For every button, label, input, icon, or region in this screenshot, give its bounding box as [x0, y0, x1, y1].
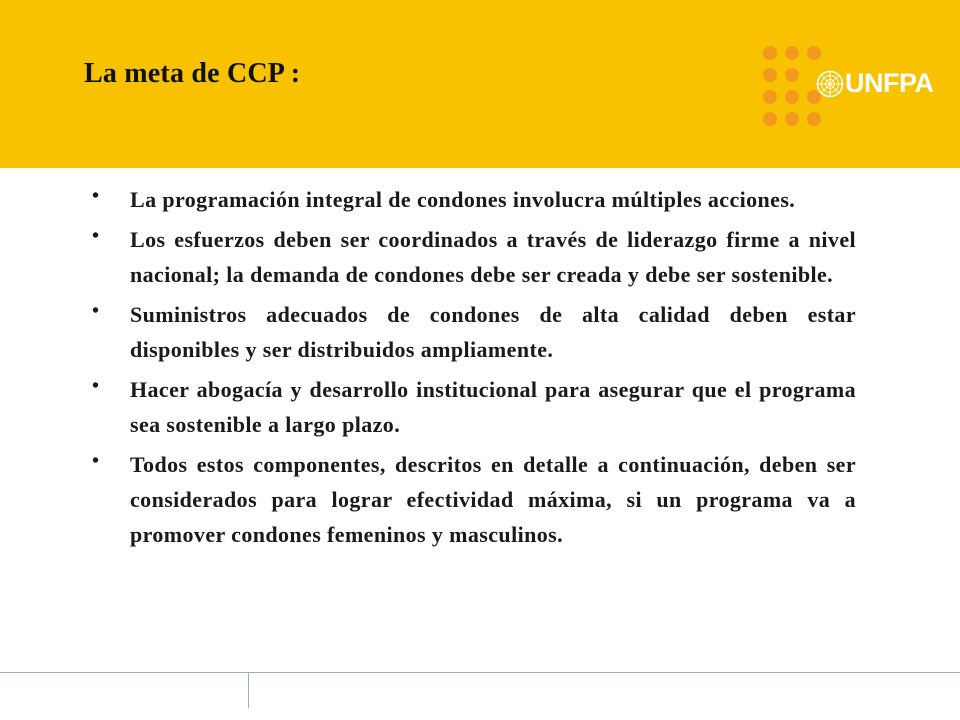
logo-text: UNFPA: [845, 68, 934, 98]
un-emblem-icon: [816, 70, 844, 98]
logo-dot: [785, 46, 799, 60]
logo-dot: [763, 46, 777, 60]
bullet-text: Suministros adecuados de condones de alta calidad deben estar disponibles y ser distribuidos ampliamente.: [130, 302, 856, 362]
bullet-marker: •: [92, 185, 100, 207]
bullet-marker: •: [92, 300, 100, 322]
logo-dot: [807, 112, 821, 126]
bullet-marker: •: [92, 225, 100, 247]
unfpa-logo: [763, 46, 948, 126]
slide-title: La meta de CCP :: [84, 58, 301, 89]
bullet-item: [90, 372, 856, 442]
logo-dot: [763, 68, 777, 82]
logo-dot: [763, 90, 777, 104]
logo-dot: [807, 46, 821, 60]
bullet-item: [90, 222, 856, 292]
bullet-text: La programación integral de condones involucra múltiples acciones.: [130, 187, 796, 212]
footer-tick: [248, 673, 249, 708]
bullet-marker: •: [92, 375, 100, 397]
bullet-item: [90, 447, 856, 552]
logo-dot: [785, 90, 799, 104]
bullet-list: [90, 182, 856, 557]
bullet-text: Todos estos componentes, descritos en detalle a continuación, deben ser considerados para lograr efectividad máxima, si un programa va a promover condones femeninos y masculinos.: [130, 452, 856, 547]
bullet-item: [90, 182, 856, 217]
bullet-text: Hacer abogacía y desarrollo institucional para asegurar que el programa sea sostenible a largo plazo.: [130, 377, 856, 437]
logo-dot: [763, 112, 777, 126]
logo-dot: [785, 112, 799, 126]
bullet-item: [90, 297, 856, 367]
bullet-text: Los esfuerzos deben ser coordinados a través de liderazgo firme a nivel nacional; la demanda de condones debe ser creada y debe ser sostenible.: [130, 227, 856, 287]
footer-divider: [0, 672, 960, 673]
bullet-marker: •: [92, 450, 100, 472]
logo-dot: [785, 68, 799, 82]
